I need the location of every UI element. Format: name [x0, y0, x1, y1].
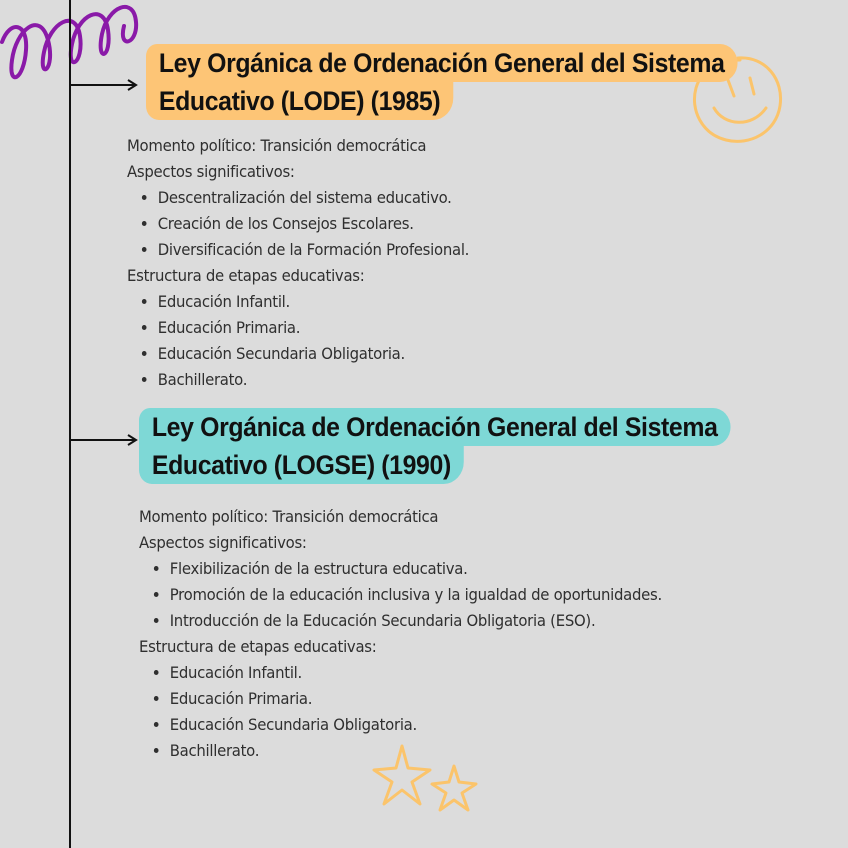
- list-item: • Educación Secundaria Obligatoria.: [158, 341, 469, 367]
- list-item: • Educación Primaria.: [158, 315, 469, 341]
- title-line-2: Educativo (LODE) (1985): [146, 82, 453, 120]
- list-item: • Educación Primaria.: [170, 686, 662, 712]
- list-item: • Educación Infantil.: [170, 660, 662, 686]
- estructura-label: Estructura de etapas educativas:: [127, 266, 365, 285]
- arrow-right-icon: [70, 433, 140, 447]
- title-line-1: Ley Orgánica de Ordenación General del Sistema: [146, 44, 737, 82]
- momento-politico: Momento político: Transición democrática: [139, 507, 439, 526]
- list-item: • Educación Infantil.: [158, 289, 469, 315]
- momento-politico: Momento político: Transición democrática: [127, 136, 427, 155]
- section-title-logse: [139, 408, 730, 484]
- aspectos-list: [139, 556, 662, 634]
- list-item: • Bachillerato.: [170, 738, 662, 764]
- list-item: • Educación Secundaria Obligatoria.: [170, 712, 662, 738]
- section-body-logse: [139, 504, 662, 764]
- estructura-label: Estructura de etapas educativas:: [139, 637, 377, 656]
- etapas-list: [127, 289, 469, 393]
- list-item: • Flexibilización de la estructura educativa.: [170, 556, 662, 582]
- list-item: • Introducción de la Educación Secundaria Obligatoria (ESO).: [170, 608, 662, 634]
- aspectos-list: [127, 185, 469, 263]
- list-item: • Diversificación de la Formación Profesional.: [158, 237, 469, 263]
- title-line-1: Ley Orgánica de Ordenación General del Sistema: [139, 408, 730, 446]
- list-item: • Creación de los Consejos Escolares.: [158, 211, 469, 237]
- list-item: • Promoción de la educación inclusiva y la igualdad de oportunidades.: [170, 582, 662, 608]
- aspectos-label: Aspectos significativos:: [139, 533, 307, 552]
- title-line-2: Educativo (LOGSE) (1990): [139, 446, 464, 484]
- list-item: • Descentralización del sistema educativo.: [158, 185, 469, 211]
- list-item: • Bachillerato.: [158, 367, 469, 393]
- section-title-lode: [146, 44, 737, 120]
- aspectos-label: Aspectos significativos:: [127, 162, 295, 181]
- etapas-list: [139, 660, 662, 764]
- section-body-lode: [127, 133, 469, 393]
- timeline-line: [69, 0, 71, 848]
- arrow-right-icon: [70, 78, 140, 92]
